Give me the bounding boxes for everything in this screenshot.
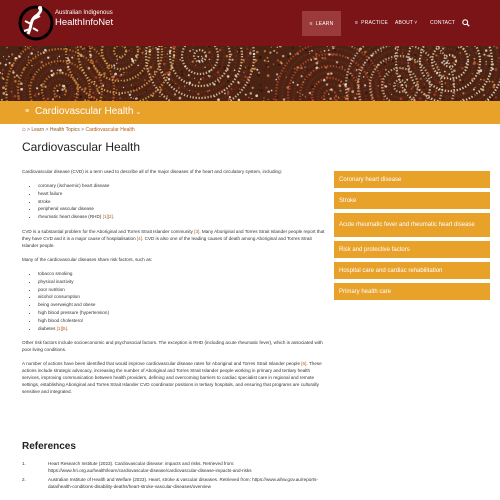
list-item xyxy=(38,182,327,190)
intro-paragraph: Cardiovascular disease (CVD) is a term used to describe all of the major diseases of the heart and circulatory system, including: xyxy=(22,169,282,174)
page-title: Cardiovascular Health xyxy=(22,140,141,154)
citation-link[interactable]: [4] xyxy=(136,235,143,241)
sidebar-link-risk-protective-factors[interactable] xyxy=(334,241,490,258)
hero-banner xyxy=(0,46,500,101)
list-item-text: heart failure xyxy=(38,190,63,196)
breadcrumb-separator: > xyxy=(81,127,85,133)
list-item-text: high blood cholesterol xyxy=(38,317,83,323)
list-item xyxy=(38,309,327,317)
cvd-paragraph xyxy=(22,228,327,249)
list-item xyxy=(38,205,327,213)
reference-number: 2. xyxy=(22,477,26,482)
breadcrumb-separator: > xyxy=(27,127,30,133)
references-list xyxy=(22,460,327,492)
sidebar-link-hospital-care[interactable] xyxy=(334,262,490,279)
dot-painting-image xyxy=(0,46,500,101)
references-heading: References xyxy=(22,441,76,452)
reference-text[interactable]: Australian Institute of Health and Welfare (2023). Heart, stroke & vascular diseases. Retrieved from: https://www.aihw.gov.au/reports-data/health-conditions-disability-deaths/heart-stroke-vascular-diseases/overview xyxy=(48,477,318,489)
list-item xyxy=(38,293,327,301)
chevron-down-icon: ⌄ xyxy=(135,109,142,116)
list-item xyxy=(38,286,327,294)
disease-list xyxy=(38,182,327,221)
breadcrumb-health-topics[interactable]: Health Topics xyxy=(49,127,80,133)
risk-list xyxy=(38,270,327,332)
reference-item xyxy=(22,460,327,474)
menu-icon[interactable]: ≡ xyxy=(25,108,30,115)
breadcrumb-current: Cardiovascular Health xyxy=(85,127,135,133)
sidebar-link-coronary-heart-disease[interactable] xyxy=(334,171,490,188)
nav-contact-label: CONTACT xyxy=(430,20,456,26)
main-content xyxy=(22,168,327,402)
paragraph-text: . CVD is also one of the leading causes of death among Aboriginal and Torres Strait Islander people. xyxy=(22,235,312,248)
nav-contact[interactable] xyxy=(430,14,455,32)
paragraph-text: . Many Aboriginal and Torres Strait Islander people report that they have CVD and it is a major cause of hospitalisation xyxy=(22,228,325,241)
list-item-text: tobacco smoking xyxy=(38,270,73,276)
sidebar-link-label: Risk and protective factors xyxy=(339,246,410,253)
other-risk-paragraph: Other risk factors include socioeconomic and psychosocial factors. The exception is RHD (including acute rheumatic fever), which is associated with poor living conditions. xyxy=(22,340,323,353)
reference-text[interactable]: Heart Research Institute (2023). Cardiovascular disease: impacts and risks. Retrieved from: https://www.hri.org.au/health/learn/cardiovascular-disease/cardiovascular-disease-impacts-and-risks xyxy=(48,461,252,473)
citation-link[interactable]: [6] xyxy=(301,361,307,367)
list-item-text: physical inactivity xyxy=(38,278,74,284)
list-item-text: alcohol consumption xyxy=(38,294,80,300)
site-header xyxy=(0,0,500,46)
menu-icon: ≡ xyxy=(309,20,313,27)
brand[interactable] xyxy=(55,10,113,28)
lizard-logo-icon[interactable] xyxy=(18,4,54,42)
sidebar-link-label: Stroke xyxy=(339,197,357,204)
list-item-text: stroke xyxy=(38,198,51,204)
risk-intro-paragraph: Many of the cardiovascular diseases share risk factors, such as: xyxy=(22,256,153,262)
nav-learn[interactable] xyxy=(302,11,341,36)
list-item xyxy=(38,317,327,325)
search-button[interactable] xyxy=(462,14,470,32)
list-item xyxy=(38,301,327,309)
sidebar-link-label: Acute rheumatic fever and rheumatic heart disease xyxy=(339,222,475,228)
list-item-text: high blood pressure (hypertension) xyxy=(38,309,109,315)
actions-paragraph xyxy=(22,360,327,395)
reference-item xyxy=(22,476,327,490)
sidebar-link-acute-rheumatic-fever[interactable] xyxy=(334,213,490,237)
search-icon xyxy=(462,19,470,27)
breadcrumb-learn[interactable]: Learn xyxy=(31,127,45,133)
citation-link[interactable]: [1][2] xyxy=(102,214,113,220)
sidebar-link-stroke[interactable] xyxy=(334,192,490,209)
topic-sidebar xyxy=(334,171,490,304)
breadcrumb-separator: > xyxy=(45,127,49,133)
section-bar xyxy=(0,101,500,124)
section-title-dropdown[interactable] xyxy=(35,106,141,117)
reference-number: 1. xyxy=(22,461,26,466)
list-item xyxy=(38,198,327,206)
citation-link[interactable]: [3] xyxy=(194,228,200,234)
sidebar-link-label: Coronary heart disease xyxy=(339,176,402,183)
list-item xyxy=(38,190,327,198)
list-item xyxy=(38,270,327,278)
brand-line1: Australian Indigenous xyxy=(55,10,113,16)
list-item-text: rheumatic heart disease (RHD) xyxy=(38,214,103,220)
citation-link[interactable]: [1][5] xyxy=(56,325,67,331)
list-item-text: coronary (ischaemic) heart disease xyxy=(38,183,110,188)
list-item-text: being overweight and obese xyxy=(38,302,96,308)
paragraph-text: A number of actions have been identified that would improve cardiovascular disease rates for Aboriginal and Torres Strait Islander people xyxy=(22,361,302,367)
sidebar-link-primary-health-care[interactable] xyxy=(334,283,490,300)
menu-icon: ≡ xyxy=(355,20,359,26)
brand-line2: HealthInfoNet xyxy=(55,17,114,28)
paragraph-text: CVD is a substantial problem for the Aboriginal and Torres Strait Islander community xyxy=(22,228,195,234)
nav-practice-label: PRACTICE xyxy=(361,20,389,26)
nav-about-label: ABOUT xyxy=(395,20,414,26)
paragraph-text: . These actions include strategic advocacy, increasing the number of Aboriginal and Torres Strait Islander people working in primary and tertiary health services, improving communication between health providers, defining and overcoming barriers to cardiac specialist care in regional and remote settings, establishing Aboriginal and Torres Strait Islander CVD coordinator positions in tertiary hospitals, and ensuring that programs are culturally sensitive and integrated. xyxy=(22,361,322,395)
nav-about[interactable] xyxy=(395,14,417,32)
nav-practice[interactable] xyxy=(355,14,388,32)
breadcrumb xyxy=(22,127,135,133)
sidebar-link-label: Primary health care xyxy=(339,288,392,295)
chevron-down-icon: ˅ xyxy=(414,20,418,26)
section-title: Cardiovascular Health xyxy=(35,106,134,117)
list-item xyxy=(38,278,327,286)
list-item-text: poor nutrition xyxy=(38,286,65,292)
list-item-text: peripheral vascular disease xyxy=(38,206,94,212)
list-item-text: diabetes xyxy=(38,325,57,331)
home-icon[interactable]: ⌂ xyxy=(22,127,26,133)
list-item: • rheumatic heart disease (RHD) [1][2]. xyxy=(38,213,327,221)
nav-learn-label: LEARN xyxy=(315,20,334,27)
list-item: • diabetes [1][5]. xyxy=(38,325,327,333)
sidebar-link-label: Hospital care and cardiac rehabilitation xyxy=(339,267,443,274)
